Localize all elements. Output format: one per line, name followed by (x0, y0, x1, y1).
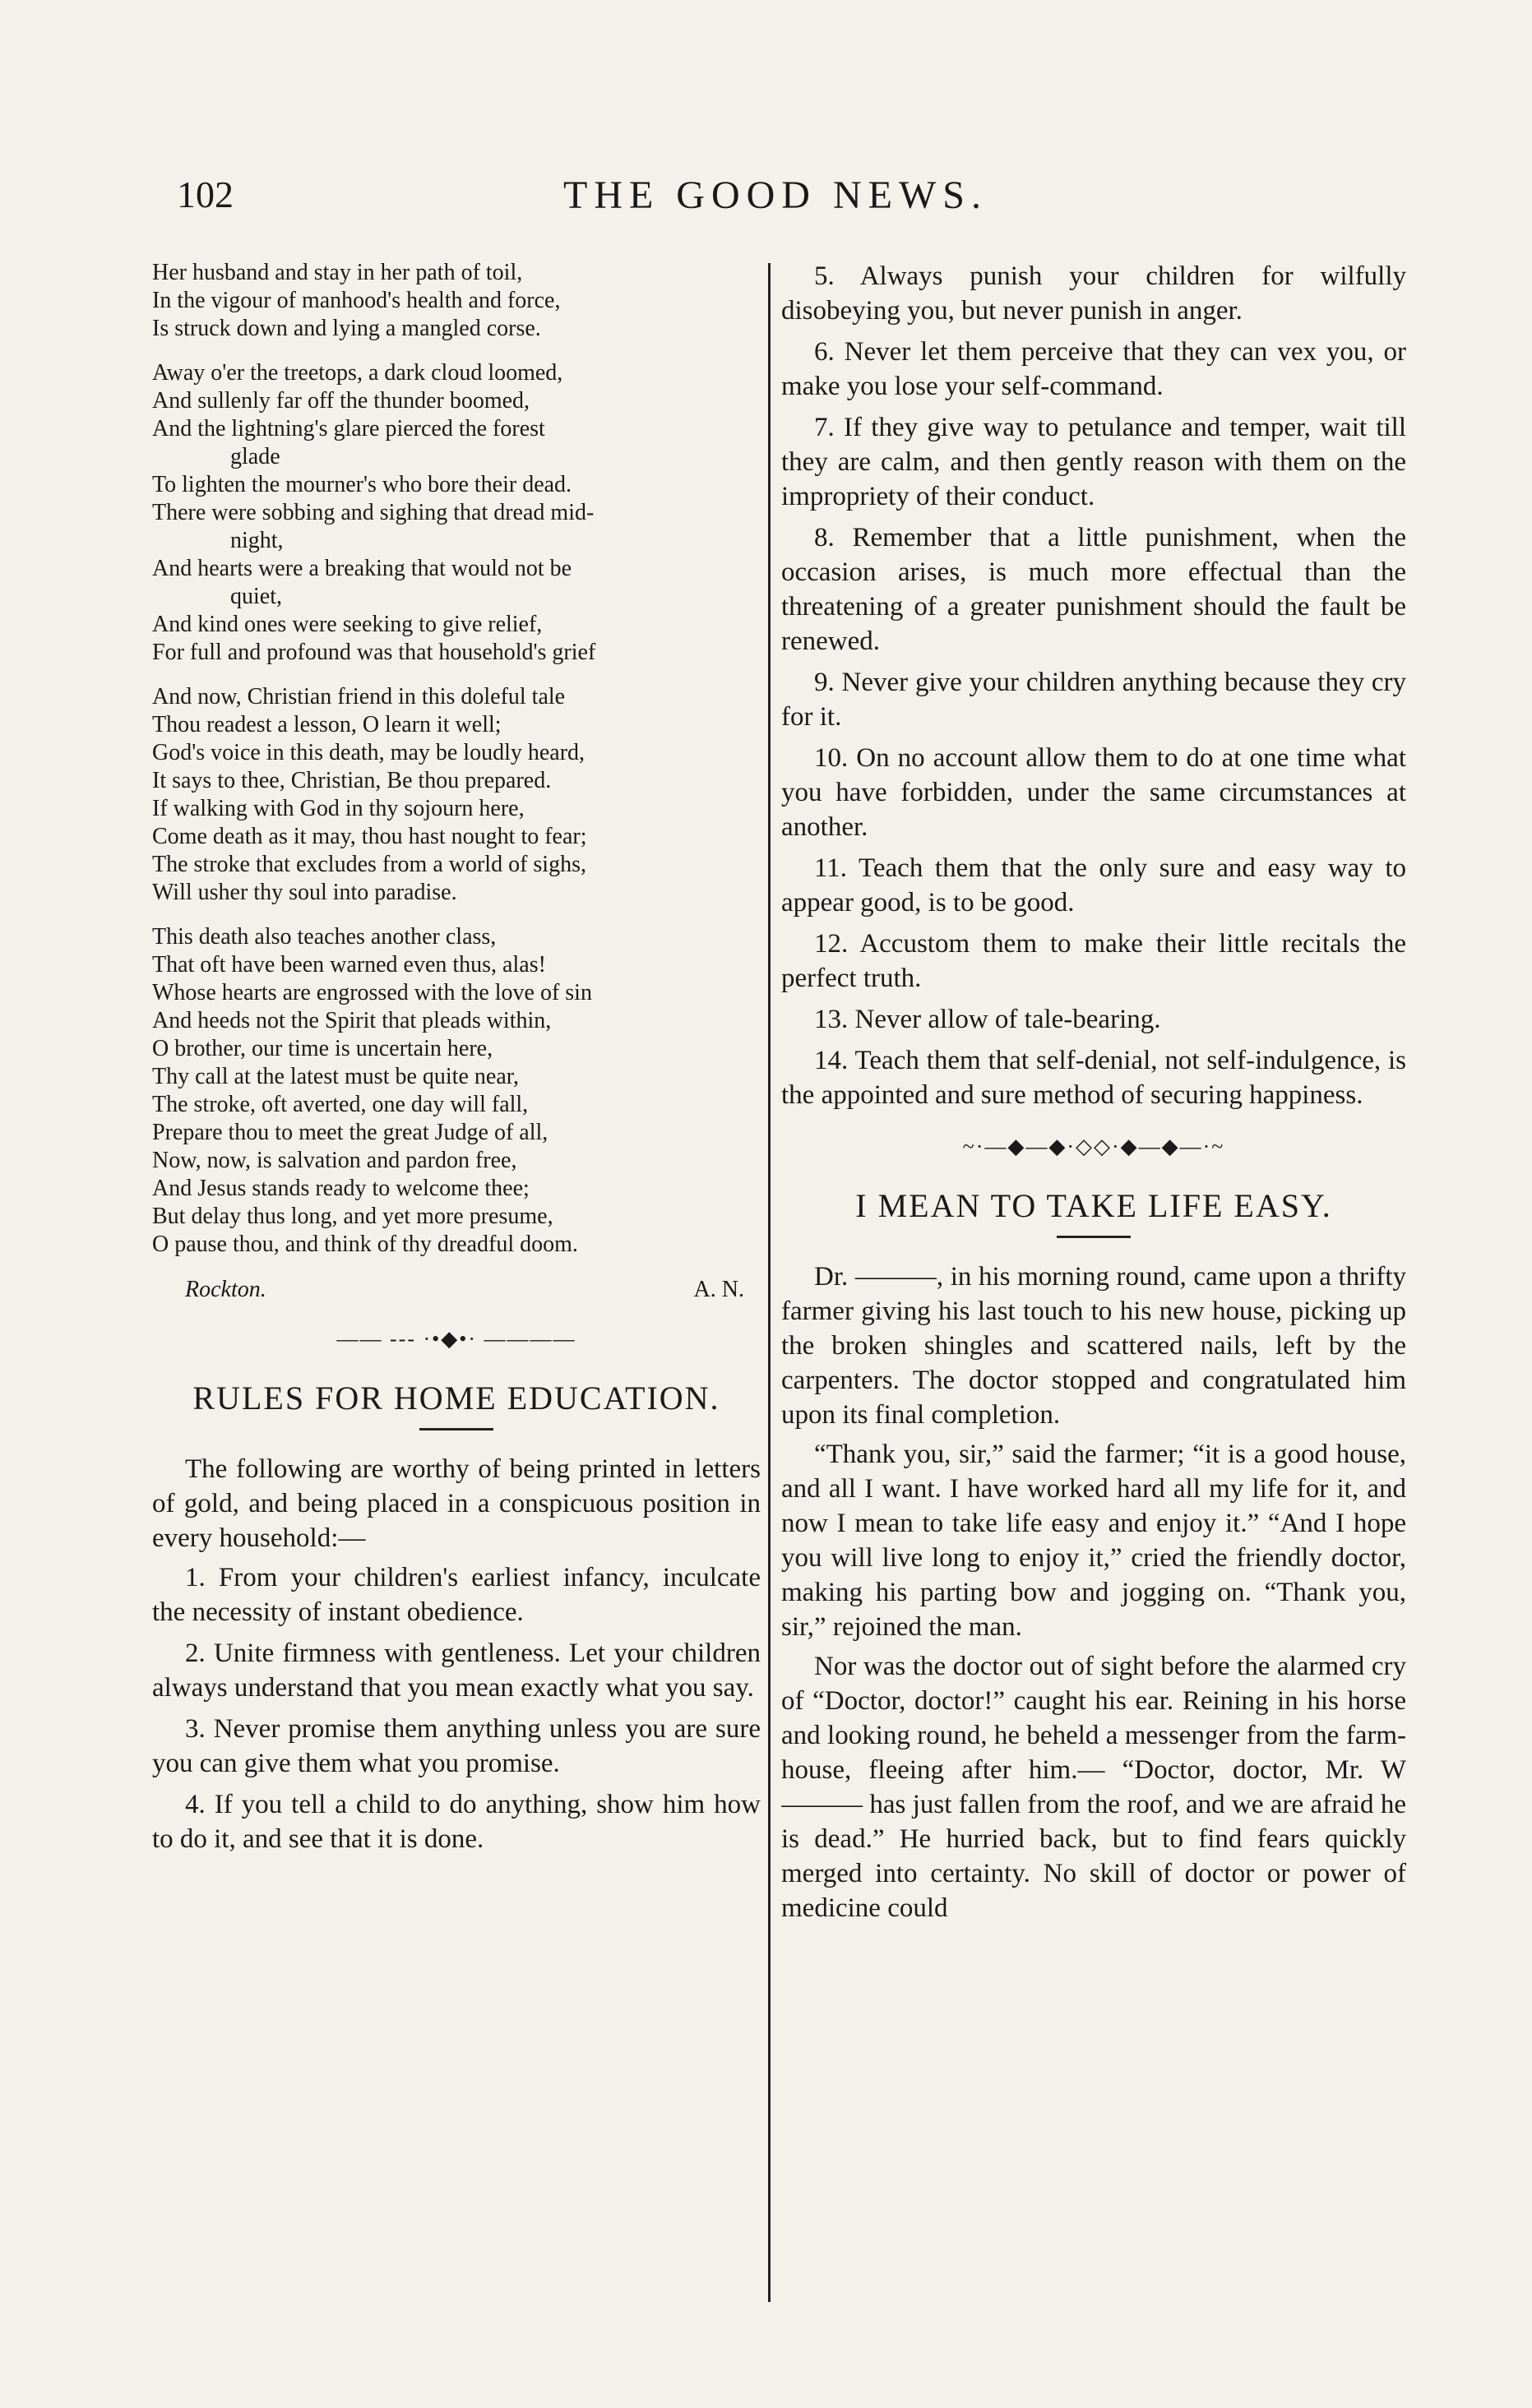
poem-line: Away o'er the treetops, a dark cloud loomed, (152, 360, 563, 386)
poem-stanza (152, 259, 761, 343)
poem-line: The stroke, oft averted, one day will fall, (152, 1092, 529, 1117)
rule-item: 1. From your children's earliest infancy, inculcate the necessity of instant obedience. (152, 1563, 761, 1627)
poem-line: Will usher thy soul into paradise. (152, 880, 457, 905)
page-header (177, 173, 1394, 230)
poem-line: God's voice in this death, may be loudly heard, (152, 740, 585, 765)
poem-line: If walking with God in thy sojourn here, (152, 796, 525, 821)
poem-stanza (152, 923, 761, 1259)
poem-line: night, (230, 528, 284, 553)
story-paragraph: Dr. ———, in his morning round, came upon a thrifty farmer giving his last touch to his new house, picking up the broken shingles and scattered nails, left by the carpenters. The doctor stopped and congratulated him upon its final completion. (781, 1262, 1406, 1430)
rule-item: 4. If you tell a child to do anything, show him how to do it, and see that it is done. (152, 1790, 761, 1854)
rule-item: 8. Remember that a little punishment, when the occasion arises, is much more effectual than the threatening of a greater punishment should the fault be renewed. (781, 523, 1406, 656)
rules-section-title: RULES FOR HOME EDUCATION. (192, 1380, 720, 1417)
poem-line: This death also teaches another class, (152, 924, 497, 950)
rules-list-left (152, 1560, 761, 1856)
poem-line: Come death as it may, thou hast nought to fear; (152, 824, 587, 849)
poem (152, 259, 761, 1259)
poem-line: glade (230, 444, 280, 469)
story-body (781, 1259, 1406, 1925)
story-paragraph: “Thank you, sir,” said the farmer; “it is a good house, and all I want. I have worked hard all my life for it, and now I mean to take life easy and enjoy it.” “And I hope you will live long to enjoy it,” cried the friendly doctor, making his parting bow and jogging on. “Thank you, sir,” rejoined the man. (781, 1440, 1406, 1642)
poem-line: And sullenly far off the thunder boomed, (152, 388, 530, 414)
poem-line: Prepare thou to meet the great Judge of all, (152, 1120, 548, 1145)
poem-line: quiet, (230, 584, 282, 609)
poem-line: To lighten the mourner's who bore their dead. (152, 472, 572, 497)
poem-line: It says to thee, Christian, Be thou prepared. (152, 768, 552, 793)
poem-line: But delay thus long, and yet more presume, (152, 1204, 553, 1229)
rules-intro: The following are worthy of being printed in letters of gold, and being placed in a conspicuous position in every household:— (152, 1454, 761, 1553)
right-column (781, 259, 1406, 2306)
poem-line: Now, now, is salvation and pardon free, (152, 1148, 517, 1173)
rule-item: 3. Never promise them anything unless you are sure you can give them what you promise. (152, 1714, 761, 1778)
poem-line: O pause thou, and think of thy dreadful doom. (152, 1232, 578, 1257)
rules-list-right (781, 259, 1406, 1112)
signature-place: Rockton. (185, 1277, 266, 1302)
rule-item: 13. Never allow of tale-bearing. (814, 1005, 1161, 1034)
poem-line: And heeds not the Spirit that pleads within, (152, 1008, 552, 1033)
poem-line: And hearts were a breaking that would not be (152, 556, 572, 581)
poem-signature (152, 1275, 761, 1305)
ornament-divider: ~·—◆—◆·◇◇·◆—◆—·~ (962, 1135, 1225, 1158)
title-rule (1057, 1236, 1131, 1238)
ornament-divider: —— ‐‐‐ ·•◆•· ———— (336, 1327, 576, 1351)
story-paragraph: Nor was the doctor out of sight before the alarmed cry of “Doctor, doctor!” caught his ear. Reining in his horse and looking round, he beheld a messenger from the farm-house, fleeing after him.— “Doctor, doctor, Mr. W——— has just fallen from the roof, and we are afraid he is dead.” He hurried back, but to find fears quickly merged into certainty. No skill of doctor or power of medicine could (781, 1652, 1406, 1923)
poem-line: Her husband and stay in her path of toil, (152, 260, 523, 285)
poem-stanza (152, 683, 761, 907)
left-column (152, 259, 761, 2306)
poem-line: And Jesus stands ready to welcome thee; (152, 1176, 530, 1201)
poem-line: For full and profound was that household's grief (152, 640, 596, 665)
poem-line: In the vigour of manhood's health and force, (152, 288, 561, 313)
poem-line: Thy call at the latest must be quite near, (152, 1064, 519, 1089)
poem-line: O brother, our time is uncertain here, (152, 1036, 493, 1061)
rule-item: 5. Always punish your children for wilfully disobeying you, but never punish in anger. (781, 261, 1406, 326)
poem-stanza (152, 359, 761, 667)
poem-line: Thou readest a lesson, O learn it well; (152, 712, 502, 737)
poem-line: And the lightning's glare pierced the forest (152, 416, 545, 441)
rule-item: 7. If they give way to petulance and temper, wait till they are calm, and then gently reason with them on the impropriety of their conduct. (781, 413, 1406, 511)
poem-line: That oft have been warned even thus, alas! (152, 952, 546, 978)
rule-item: 6. Never let them perceive that they can vex you, or make you lose your self-command. (781, 337, 1406, 401)
poem-line: There were sobbing and sighing that dread mid- (152, 500, 595, 525)
column-divider (768, 263, 771, 2302)
signature-initials: A. N. (693, 1277, 744, 1302)
rule-item: 9. Never give your children anything because they cry for it. (781, 668, 1406, 732)
poem-line: And kind ones were seeking to give relief, (152, 612, 543, 637)
running-title: THE GOOD NEWS. (563, 173, 988, 217)
poem-line: And now, Christian friend in this doleful tale (152, 684, 566, 709)
rule-item: 11. Teach them that the only sure and easy way to appear good, is to be good. (781, 853, 1406, 917)
rule-item: 14. Teach them that self-denial, not self-indulgence, is the appointed and sure method of securing happiness. (781, 1046, 1406, 1110)
rule-item: 10. On no account allow them to do at one time what you have forbidden, under the same circumstances at another. (781, 743, 1406, 842)
poem-line: Whose hearts are engrossed with the love of sin (152, 980, 592, 1005)
rule-item: 2. Unite firmness with gentleness. Let your children always understand that you mean exactly what you say. (152, 1638, 761, 1703)
rule-item: 12. Accustom them to make their little recitals the perfect truth. (781, 929, 1406, 993)
poem-line: The stroke that excludes from a world of sighs, (152, 852, 586, 877)
page-number: 102 (177, 173, 234, 215)
title-rule (419, 1428, 493, 1430)
story-section-title: I MEAN TO TAKE LIFE EASY. (855, 1187, 1332, 1224)
poem-line: Is struck down and lying a mangled corse. (152, 316, 541, 341)
